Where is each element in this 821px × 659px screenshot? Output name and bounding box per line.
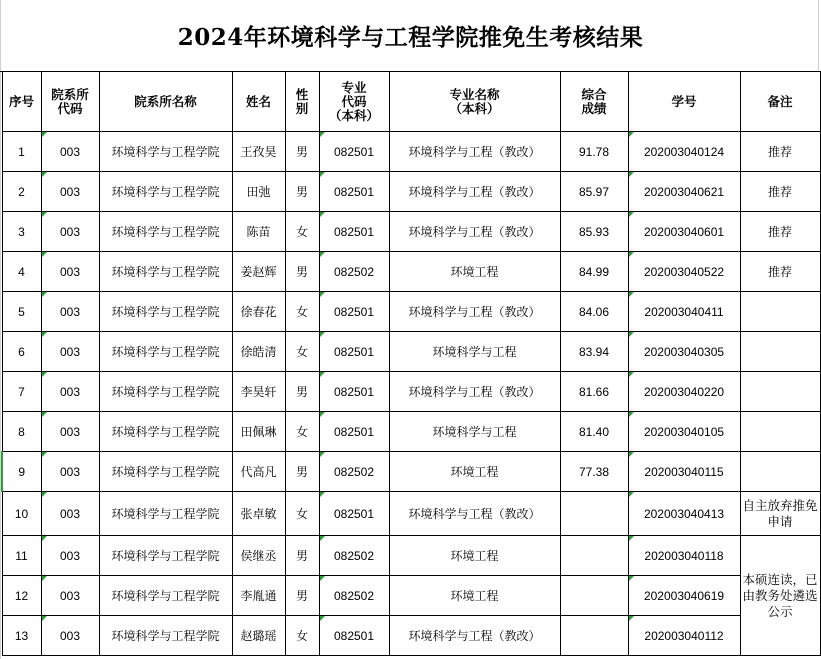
- cell-dept-name: 环境科学与工程学院: [99, 412, 232, 452]
- header-row: [2, 72, 820, 132]
- cell-gender: 男: [285, 372, 319, 412]
- cell-major-name: 环境工程: [389, 452, 560, 492]
- table-row: [2, 132, 820, 172]
- cell-dept-code: 003: [41, 252, 99, 292]
- header-name: 姓名: [232, 72, 285, 132]
- cell-student-id: 202003040413: [628, 492, 740, 536]
- cell-major-code: 082502: [319, 452, 389, 492]
- cell-name: 侯继丞: [232, 536, 285, 576]
- cell-remark: 推荐: [740, 252, 820, 292]
- cell-seq: 2: [2, 172, 41, 212]
- cell-seq: 1: [2, 132, 41, 172]
- cell-student-id: 202003040522: [628, 252, 740, 292]
- cell-student-id: 202003040124: [628, 132, 740, 172]
- cell-dept-name: 环境科学与工程学院: [99, 576, 232, 616]
- cell-student-id: 202003040601: [628, 212, 740, 252]
- table-row: [2, 452, 820, 492]
- table-row: [2, 492, 820, 536]
- cell-remark: 推荐: [740, 212, 820, 252]
- cell-gender: 女: [285, 332, 319, 372]
- cell-student-id: 202003040105: [628, 412, 740, 452]
- cell-remark: 自主放弃推免申请: [740, 492, 820, 536]
- cell-remark: [740, 412, 820, 452]
- cell-student-id: 202003040621: [628, 172, 740, 212]
- cell-dept-name: 环境科学与工程学院: [99, 332, 232, 372]
- header-major-name: 专业名称 （本科）: [389, 72, 560, 132]
- cell-name: 田弛: [232, 172, 285, 212]
- cell-gender: 男: [285, 452, 319, 492]
- cell-seq: 4: [2, 252, 41, 292]
- cell-score: 85.93: [560, 212, 628, 252]
- cell-major-code: 082501: [319, 292, 389, 332]
- cell-name: 姜赵辉: [232, 252, 285, 292]
- cell-dept-code: 003: [41, 332, 99, 372]
- cell-gender: 女: [285, 292, 319, 332]
- header-seq: 序号: [2, 72, 41, 132]
- cell-major-code: 082501: [319, 332, 389, 372]
- cell-major-code: 082501: [319, 616, 389, 656]
- results-table: [1, 71, 821, 656]
- cell-major-name: 环境科学与工程（教改）: [389, 492, 560, 536]
- cell-dept-name: 环境科学与工程学院: [99, 132, 232, 172]
- cell-major-name: 环境科学与工程: [389, 412, 560, 452]
- cell-student-id: 202003040411: [628, 292, 740, 332]
- cell-major-name: 环境科学与工程（教改）: [389, 172, 560, 212]
- cell-name: 李昊轩: [232, 372, 285, 412]
- cell-major-code: 082501: [319, 492, 389, 536]
- cell-name: 张卓敏: [232, 492, 285, 536]
- cell-remark: [740, 372, 820, 412]
- page-title: 2024年环境科学与工程学院推免生考核结果: [177, 24, 644, 51]
- cell-dept-code: 003: [41, 132, 99, 172]
- cell-gender: 男: [285, 536, 319, 576]
- cell-seq: 11: [2, 536, 41, 576]
- cell-name: 李胤通: [232, 576, 285, 616]
- cell-remark-merged: 本硕连读，已由教务处遴选公示: [740, 536, 820, 656]
- cell-dept-code: 003: [41, 372, 99, 412]
- cell-major-name: 环境科学与工程（教改）: [389, 212, 560, 252]
- table-row: [2, 332, 820, 372]
- cell-score: 77.38: [560, 452, 628, 492]
- cell-gender: 女: [285, 412, 319, 452]
- table-row: [2, 412, 820, 452]
- cell-gender: 男: [285, 252, 319, 292]
- cell-dept-name: 环境科学与工程学院: [99, 252, 232, 292]
- table-row: [2, 616, 820, 656]
- cell-major-name: 环境科学与工程（教改）: [389, 372, 560, 412]
- cell-student-id: 202003040115: [628, 452, 740, 492]
- cell-gender: 男: [285, 576, 319, 616]
- cell-score: 84.06: [560, 292, 628, 332]
- cell-major-name: 环境科学与工程: [389, 332, 560, 372]
- cell-major-name: 环境工程: [389, 576, 560, 616]
- cell-gender: 女: [285, 616, 319, 656]
- cell-major-code: 082502: [319, 576, 389, 616]
- cell-major-name: 环境科学与工程（教改）: [389, 616, 560, 656]
- cell-name: 徐春花: [232, 292, 285, 332]
- cell-name: 代高凡: [232, 452, 285, 492]
- header-gender: 性 别: [285, 72, 319, 132]
- cell-score: [560, 616, 628, 656]
- cell-major-name: 环境科学与工程（教改）: [389, 292, 560, 332]
- cell-name: 田佩琳: [232, 412, 285, 452]
- cell-major-code: 082501: [319, 132, 389, 172]
- cell-seq: 12: [2, 576, 41, 616]
- cell-name: 陈苗: [232, 212, 285, 252]
- cell-dept-code: 003: [41, 576, 99, 616]
- cell-remark: 推荐: [740, 172, 820, 212]
- cell-seq: 3: [2, 212, 41, 252]
- cell-major-name: 环境工程: [389, 252, 560, 292]
- header-major-code: 专业 代码 （本科）: [319, 72, 389, 132]
- header-dept-code: 院系所 代码: [41, 72, 99, 132]
- cell-dept-code: 003: [41, 452, 99, 492]
- cell-student-id: 202003040619: [628, 576, 740, 616]
- cell-major-code: 082501: [319, 212, 389, 252]
- cell-major-name: 环境工程: [389, 536, 560, 576]
- cell-seq: 13: [2, 616, 41, 656]
- cell-score: 81.66: [560, 372, 628, 412]
- cell-score: 91.78: [560, 132, 628, 172]
- cell-seq: 9: [2, 452, 41, 492]
- cell-dept-name: 环境科学与工程学院: [99, 452, 232, 492]
- cell-major-code: 082501: [319, 172, 389, 212]
- cell-score: [560, 576, 628, 616]
- cell-student-id: 202003040305: [628, 332, 740, 372]
- cell-dept-code: 003: [41, 492, 99, 536]
- cell-name: 王孜昊: [232, 132, 285, 172]
- cell-dept-name: 环境科学与工程学院: [99, 292, 232, 332]
- cell-remark: [740, 452, 820, 492]
- cell-dept-code: 003: [41, 536, 99, 576]
- cell-dept-code: 003: [41, 616, 99, 656]
- cell-remark: [740, 292, 820, 332]
- cell-seq: 10: [2, 492, 41, 536]
- cell-gender: 女: [285, 492, 319, 536]
- header-score: 综合 成绩: [560, 72, 628, 132]
- cell-remark: 推荐: [740, 132, 820, 172]
- cell-dept-name: 环境科学与工程学院: [99, 212, 232, 252]
- cell-student-id: 202003040118: [628, 536, 740, 576]
- table-row: [2, 252, 820, 292]
- table-row: [2, 536, 820, 576]
- cell-major-code: 082501: [319, 372, 389, 412]
- cell-dept-code: 003: [41, 412, 99, 452]
- cell-major-code: 082501: [319, 412, 389, 452]
- cell-student-id: 202003040112: [628, 616, 740, 656]
- cell-dept-name: 环境科学与工程学院: [99, 536, 232, 576]
- cell-dept-code: 003: [41, 212, 99, 252]
- title-bar: [0, 0, 821, 72]
- cell-seq: 6: [2, 332, 41, 372]
- table-row: [2, 212, 820, 252]
- cell-dept-name: 环境科学与工程学院: [99, 616, 232, 656]
- cell-name: 赵璐瑶: [232, 616, 285, 656]
- cell-dept-name: 环境科学与工程学院: [99, 492, 232, 536]
- cell-student-id: 202003040220: [628, 372, 740, 412]
- cell-score: [560, 492, 628, 536]
- cell-remark: [740, 332, 820, 372]
- cell-score: [560, 536, 628, 576]
- cell-dept-name: 环境科学与工程学院: [99, 372, 232, 412]
- cell-score: 81.40: [560, 412, 628, 452]
- cell-dept-code: 003: [41, 172, 99, 212]
- cell-gender: 男: [285, 172, 319, 212]
- table-row: [2, 292, 820, 332]
- header-remark: 备注: [740, 72, 820, 132]
- header-student-id: 学号: [628, 72, 740, 132]
- table-row: [2, 372, 820, 412]
- cell-seq: 5: [2, 292, 41, 332]
- cell-dept-name: 环境科学与工程学院: [99, 172, 232, 212]
- cell-score: 84.99: [560, 252, 628, 292]
- cell-major-code: 082502: [319, 252, 389, 292]
- cell-score: 85.97: [560, 172, 628, 212]
- cell-major-name: 环境科学与工程（教改）: [389, 132, 560, 172]
- header-dept-name: 院系所名称: [99, 72, 232, 132]
- cell-major-code: 082502: [319, 536, 389, 576]
- table-row: [2, 172, 820, 212]
- cell-seq: 8: [2, 412, 41, 452]
- cell-dept-code: 003: [41, 292, 99, 332]
- table-row: [2, 576, 820, 616]
- cell-gender: 女: [285, 212, 319, 252]
- cell-score: 83.94: [560, 332, 628, 372]
- cell-gender: 男: [285, 132, 319, 172]
- cell-seq: 7: [2, 372, 41, 412]
- cell-name: 徐皓清: [232, 332, 285, 372]
